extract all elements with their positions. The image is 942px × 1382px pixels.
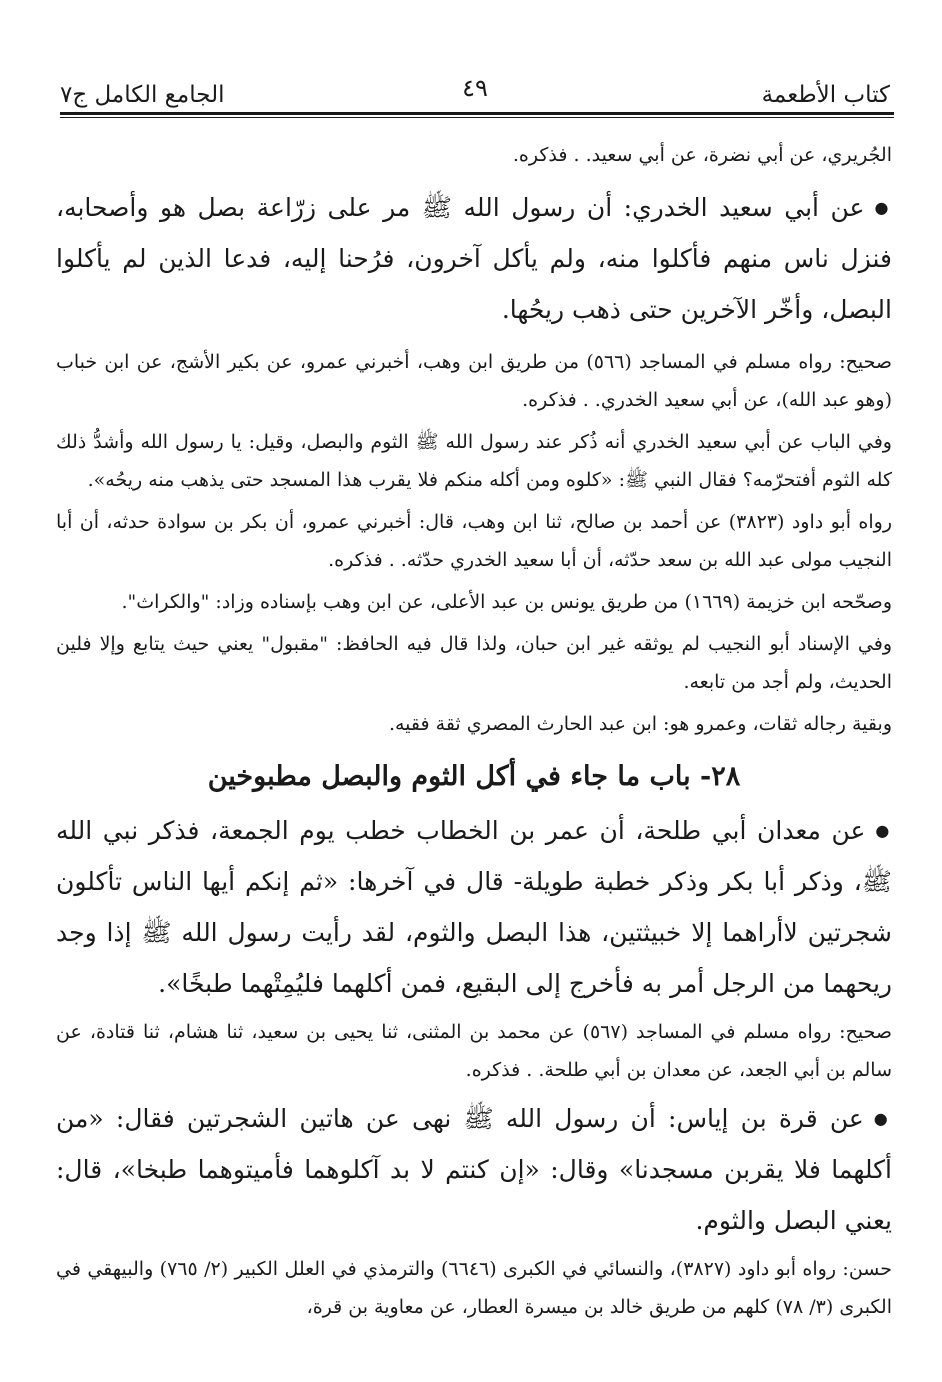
hadith-paragraph: ● عن معدان أبي طلحة، أن عمر بن الخطاب خطب يوم الجمعة، فذكر نبي الله ﷺ، وذكر أبا بكر وذكر خطبة طويلة- قال في آخرها: «ثم إنكم أيها الناس تأكلون شجرتين لاأراهما إلا خبيثتين، هذا البصل والثوم، لقد رأيت رسول الله ﷺ إذا وجد ريحهما من الرجل أمر به فأخرج إلى البقيع، فمن أكلهما فليُمِتْهما طبخًا». [56, 805, 892, 1009]
text-paragraph: رواه أبو داود (٣٨٢٣) عن أحمد بن صالح، ثنا ابن وهب، قال: أخبرني عمرو، أن بكر بن سوادة حدثه، أن أبا النجيب مولى عبد الله بن سعد حدّثه، أن أبا سعيد الخدري حدّثه. . فذكره. [56, 511, 892, 571]
text-paragraph: وبقية رجاله ثقات، وعمرو هو: ابن عبد الحارث المصري ثقة فقيه. [388, 713, 892, 735]
hadith-paragraph: ● عن قرة بن إياس: أن رسول الله ﷺ نهى عن هاتين الشجرتين فقال: «من أكلهما فلا يقربن مسجدنا» وقال: «إن كنتم لا بد آكلوهما فأميتوهما طبخا»، قال: يعني البصل والثوم. [56, 1093, 892, 1246]
hadith-paragraph: ● عن أبي سعيد الخدري: أن رسول الله ﷺ مر على زرّاعة بصل هو وأصحابه، فنزل ناس منهم فأكلوا منه، ولم يأكل آخرون، فرُحنا إليه، فدعا الذين لم يأكلوا البصل، وأخّر الآخرين حتى ذهب ريحُها. [56, 182, 892, 335]
text-paragraph: وفي الباب عن أبي سعيد الخدري أنه ذُكر عند رسول الله ﷺ الثوم والبصل، وقيل: يا رسول الله وأشدُّ ذلك كله الثوم أفتحرّمه؟ فقال النبي ﷺ: «كلوه ومن أكله منكم فلا يقرب هذا المسجد حتى يذهب منه ريحُه». [56, 431, 892, 491]
text-paragraph: وفي الإسناد أبو النجيب لم يوثقه غير ابن حبان، ولذا قال فيه الحافظ: "مقبول" يعني حيث يتابع وإلا فلين الحديث، ولم أجد من تابعه. [56, 633, 892, 693]
page-header [60, 62, 890, 108]
header-rule [60, 112, 894, 115]
page-number: ٤٩ [462, 74, 488, 102]
text-paragraph: الجُريري، عن أبي نضرة، عن أبي سعيد. . فذكره. [512, 144, 892, 166]
takhrij-paragraph: صحيح: رواه مسلم في المساجد (٥٦٦) من طريق ابن وهب، أخبرني عمرو، عن بكير الأشج، عن ابن خباب (وهو عبد الله)، عن أبي سعيد الخدري. . فذكره. [56, 351, 892, 411]
book-volume-title: الجامع الكامل ج٧ [60, 82, 225, 108]
text-paragraph: وصحّحه ابن خزيمة (١٦٦٩) من طريق يونس بن عبد الأعلى، عن ابن وهب بإسناده وزاد: "والكراث". [121, 591, 892, 613]
page-body [56, 136, 892, 1326]
chapter-heading: ٢٨- باب ما جاء في أكل الثوم والبصل مطبوخين [207, 761, 741, 792]
takhrij-paragraph: حسن: رواه أبو داود (٣٨٢٧)، والنسائي في الكبرى (٦٦٤٦) والترمذي في العلل الكبير (٢/ ٧٦٥) والبيهقي في الكبرى (٣/ ٧٨) كلهم من طريق خالد بن ميسرة العطار، عن معاوية بن قرة، [56, 1258, 892, 1318]
book-section-title: كتاب الأطعمة [761, 82, 890, 108]
takhrij-paragraph: صحيح: رواه مسلم في المساجد (٥٦٧) عن محمد بن المثنى، ثنا يحيى بن سعيد، ثنا هشام، ثنا قتادة، عن سالم بن أبي الجعد، عن معدان بن أبي طلحة. . فذكره. [56, 1021, 892, 1081]
